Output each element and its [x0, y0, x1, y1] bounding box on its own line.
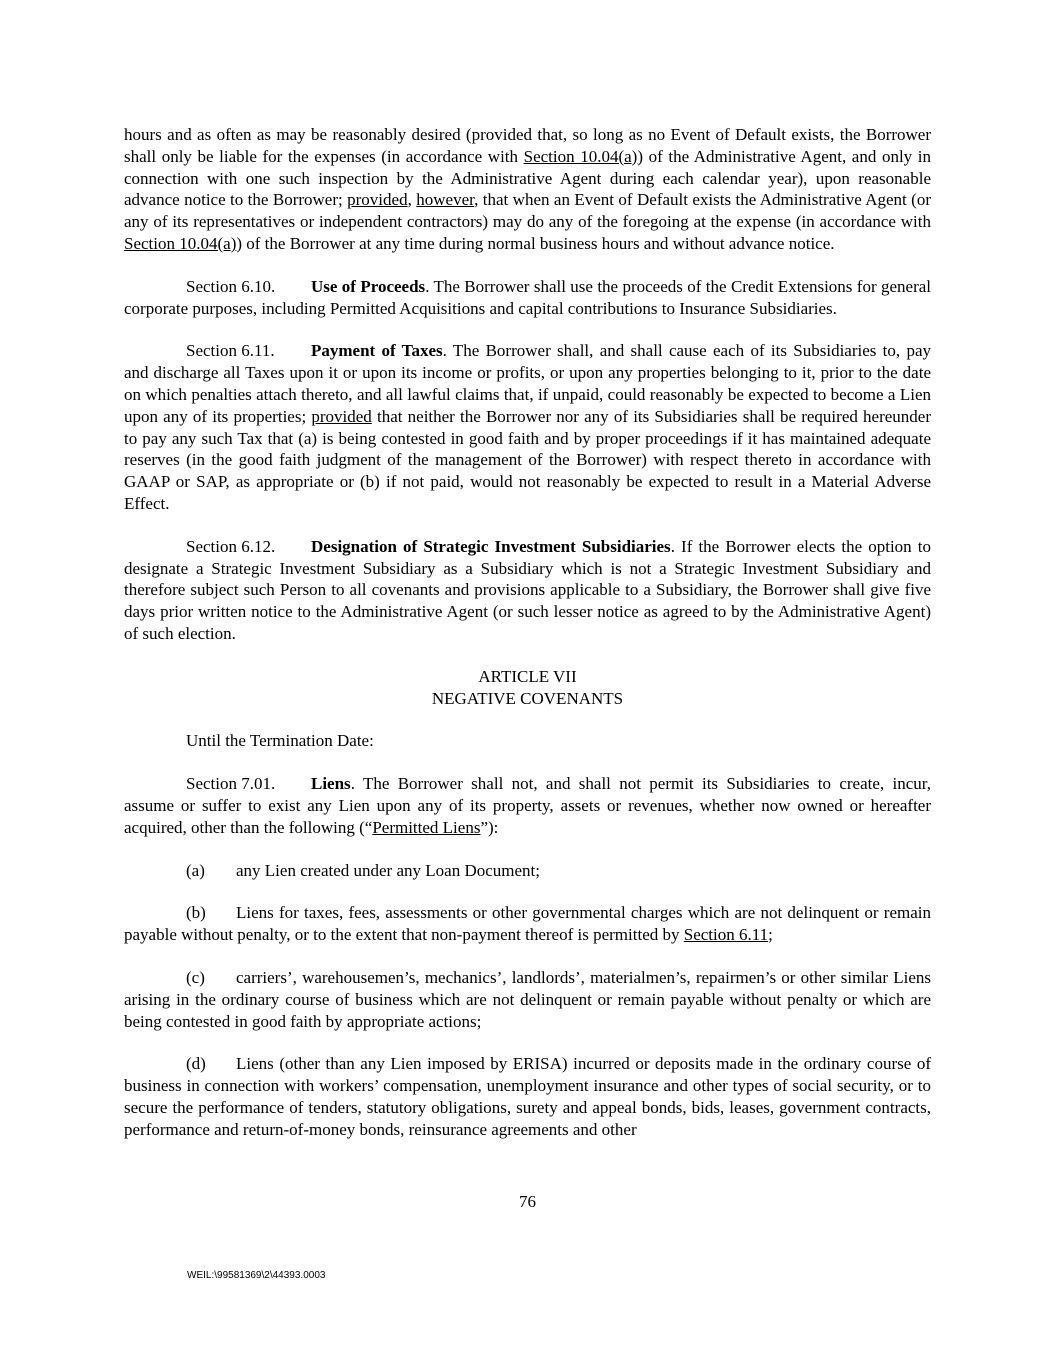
page-number: 76 [519, 1192, 536, 1211]
termination-line: Until the Termination Date: [186, 731, 374, 751]
provided-term: provided [347, 190, 408, 210]
item-text-end: ; [768, 925, 773, 945]
section-6-10 [124, 276, 931, 320]
section-number: Section 6.12. [186, 536, 276, 556]
item-label: (c) [186, 967, 205, 987]
document-body [124, 124, 931, 1140]
intro-paragraph [124, 124, 931, 255]
section-text-1: . The Borrower shall, and shall cause each of its Subsidiaries to, pay and discharge all Taxes upon it or upon its income or profits, or upon any properties belonging to it, prior to the date on which penalties attach thereto, and all lawful claims that, if unpaid, could reasonably be expected to become a Lien upon any of its properties; [124, 341, 932, 426]
section-title: Liens [311, 774, 351, 794]
section-number: Section 6.11. [186, 341, 275, 361]
provided-term: provided [311, 406, 372, 426]
section-text-1: . The Borrower shall not, and shall not permit its Subsidiaries to create, incur, assume or suffer to exist any Lien upon any of its property, assets or revenues, whether now owned or hereafter acquired, other than the following (“ [124, 774, 931, 837]
item-text: carriers’, warehousemen’s, mechanics’, landlords’, materialmen’s, repairmen’s or other similar Liens arising in the ordinary course of business which are not delinquent or remain payable without penalty or which are being contested in good faith by appropriate actions; [124, 967, 931, 1031]
section-text: . The Borrower shall use the proceeds of the Credit Extensions for general corporate purposes, including Permitted Acquisitions and capital contributions to Insurance Subsidiaries. [124, 276, 931, 318]
article-heading-block [124, 666, 931, 710]
item-label: (d) [186, 1054, 206, 1074]
article-title: NEGATIVE COVENANTS [431, 688, 624, 708]
intro-text-1: hours and as often as may be reasonably desired (provided that, so long as no Event of Default exists, the Borrower shall only be liable for the expenses (in accordance with [124, 125, 931, 166]
item-label: (a) [186, 860, 205, 880]
item-label: (b) [186, 903, 206, 923]
intro-text-3: , that when an Event of Default exists the Administrative Agent (or any of its representatives or independent contractors) may do any of the foregoing at the expense (in accordance with [124, 190, 932, 232]
defined-term: Permitted Liens [372, 817, 481, 837]
item-a [124, 860, 931, 882]
section-text-2: that neither the Borrower nor any of its Subsidiaries shall be required hereunder to pay any such Tax that (a) is being contested in good faith and by proper proceedings if it has maintained adequate reserves (in the good faith judgment of the management of the Borrower) with respect thereto in accordance with GAAP or SAP, as appropriate or (b) if not paid, would not reasonably be expected to result in a Material Adverse Effect. [124, 406, 931, 513]
section-text: . If the Borrower elects the option to designate a Strategic Investment Subsidiary as a Subsidiary which is not a Strategic Investment Subsidiary and therefore subject such Person to all covenants and provisions applicable to a Subsidiary, the Borrower shall give five days prior written notice to the Administrative Agent (or such lesser notice as agreed to by the Administrative Agent) of such election. [124, 536, 932, 643]
section-text-2: ”): [480, 817, 499, 837]
section-number: Section 7.01. [186, 774, 276, 794]
item-text: any Lien created under any Loan Document; [236, 860, 540, 880]
item-text: Liens (other than any Lien imposed by ERISA) incurred or deposits made in the ordinary course of business in connection with workers’ compensation, unemployment insurance and other types of social security, or to secure the performance of tenders, statutory obligations, surety and appeal bonds, bids, leases, government contracts, performance and return-of-money bonds, reinsurance agreements and other [124, 1054, 931, 1139]
item-d [124, 1053, 931, 1140]
document-id: WEIL:\99581369\2\44393.0003 [187, 1270, 326, 1281]
section-6-12 [124, 536, 931, 645]
section-title: Use of Proceeds [311, 276, 426, 296]
however-term: however [416, 190, 475, 210]
section-reference: Section 6.11 [683, 925, 769, 945]
section-title: Payment of Taxes [311, 341, 443, 361]
article-heading: ARTICLE VII [478, 666, 577, 686]
section-title: Designation of Strategic Investment Subsidiaries [311, 536, 671, 556]
item-c [124, 967, 931, 1032]
intro-comma: , [407, 190, 417, 210]
intro-text-2: ) of the Administrative Agent, and only in connection with one such inspection by the Administrative Agent during each calendar year), upon reasonable advance notice to the Borrower; [124, 146, 931, 210]
item-b [124, 902, 931, 946]
section-reference: Section 10.04(a) [124, 233, 237, 253]
section-reference: Section 10.04(a) [523, 146, 638, 166]
section-6-11 [124, 340, 931, 514]
intro-text-4: ) of the Borrower at any time during normal business hours and without advance notice. [236, 233, 835, 253]
section-7-01 [124, 773, 931, 838]
section-number: Section 6.10. [186, 276, 276, 296]
item-text: Liens for taxes, fees, assessments or other governmental charges which are not delinquent or remain payable without penalty, or to the extent that non-payment thereof is permitted by [124, 903, 931, 945]
